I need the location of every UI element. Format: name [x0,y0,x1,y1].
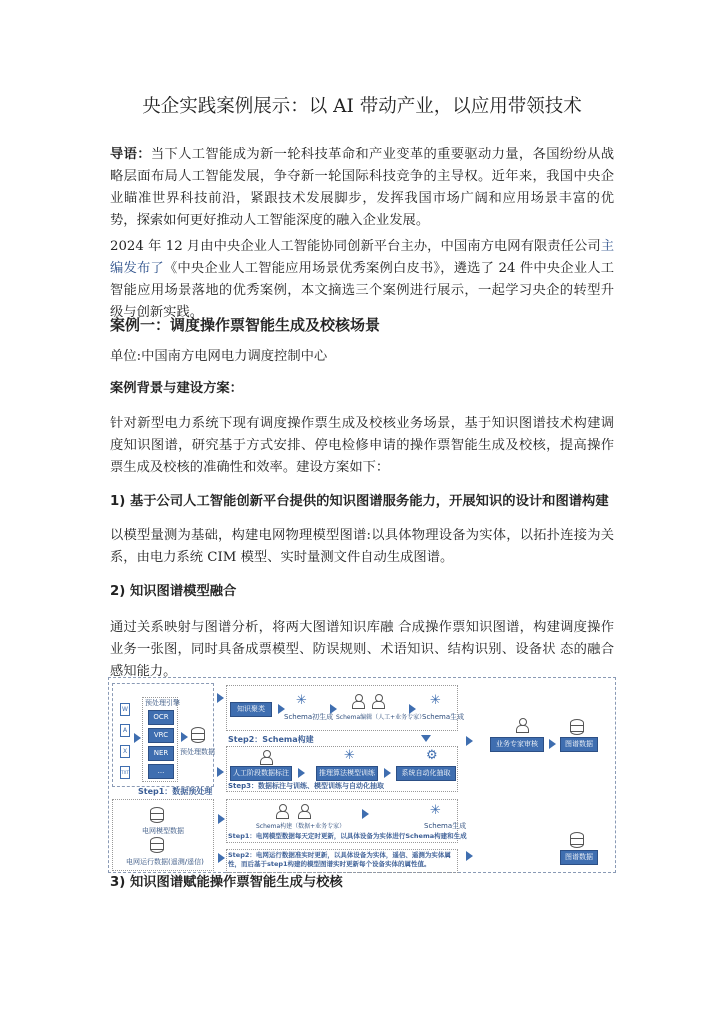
arrow-icon [466,736,473,746]
arrow-icon [218,814,225,824]
p2-link[interactable]: 主编发布了 [110,239,614,276]
lower-step1-label: Step1：电网模型数据每天定时更新，以具体设备为实体进行Schema构建和生成 [228,832,467,840]
staff-icon [516,718,528,732]
graph-data-box-2: 图谱数据 [560,850,598,865]
arrow-icon [549,739,556,749]
background-heading: 案例背景与建设方案： [110,381,243,396]
grid-model-data-label: 电网模型数据 [142,827,184,835]
arrow-icon [134,733,141,743]
page-title: 央企实践案例展示：以 AI 带动产业，以应用带领技术 [142,96,582,117]
case1-unit: 单位:中国南方电网电力调度控制中心 [110,349,328,364]
background-text: 针对新型电力系统下现有调度操作票生成及校核业务场景，基于知识图谱技术构建调度知识图谱，研究基于方式安排、停电检修申请的操作票智能生成及校核，提高操作票生成及校核的准确性和效率。建设方案如下： [110,416,614,475]
database-icon [150,837,164,853]
expert-icon [372,694,384,708]
database-icon [191,727,205,743]
schema-gen2-label: Schema生成 [424,822,467,830]
staff-icon [352,694,364,708]
expert-icon [298,804,310,818]
arrow-icon [217,693,224,703]
intro-paragraph [110,144,614,232]
step3-label: Step3：数据标注与训练、模型训练与自动化抽取 [228,782,385,790]
database-icon [150,807,164,823]
excel-file-icon: X [120,745,130,758]
step1-heading: 1) 基于公司人工智能创新平台提供的知识图谱服务能力，开展知识的设计和图谱构建 [110,494,609,509]
schema-edit-label: Schema编辑（人工+业务专家） [336,714,426,721]
staff-icon [260,750,272,764]
arrow-icon [217,767,224,777]
expert-review-box: 业务专家审核 [490,737,544,752]
schema-init-label: Schema初生成 [284,713,334,721]
graph-icon: ✳ [296,693,307,708]
step2-heading: 2) 知识图谱模型融合 [110,584,237,599]
ner-item: NER [148,746,174,761]
database-icon [570,832,584,848]
lead-text: 当下人工智能成为新一轮科技革命和产业变革的重要驱动力量，各国纷纷从战略层面布局人工智能发展，争夺新一轮国际科技竞争的主导权。近年来，我国中央企业瞄准世界科技前沿，紧跟技术发展脚步，发挥我国市场广阔和应用场景丰富的优势，探索如何更好推动人工智能深度的融入企业发展。 [110,147,615,228]
arrow-icon [466,851,473,861]
model-train-box: 推理算法模型训练 [316,766,378,781]
vrc-item: VRC [148,728,174,743]
preprocessed-data-label: 预处理数据 [180,748,215,756]
graph-icon: ✳ [430,693,441,708]
gear-icon: ⚙ [426,748,438,763]
graph-data-box: 图谱数据 [560,737,598,752]
arrow-icon [181,732,188,742]
arrow-icon [298,768,305,778]
case1-heading: 案例一：调度操作票智能生成及校核场景 [110,316,381,334]
intro-paragraph-2 [110,236,614,324]
word-file-icon: W [120,703,130,716]
knowledge-graph-diagram [108,677,616,875]
more-item: ... [148,764,174,779]
step2-text: 通过关系映射与图谱分析，将两大图谱知识库融 合成操作票知识图谱，构建调度操作业务一张图，同时具备成票模型、防误规则、术语知识、结构识别、设备状 态的融合感知能力。 [110,620,614,679]
step1-label: Step1：数据预处理 [138,787,213,796]
ocr-item: OCR [148,710,174,725]
arrow-icon [218,853,225,863]
staff-icon [276,804,288,818]
step1-text: 以模型量测为基础，构建电网物理模型图谱:以具体物理设备为实体，以拓扑连接为关系，由电力系统 CIM 模型、实时量测文件自动生成图谱。 [110,528,614,565]
arrow-icon [362,809,369,819]
pdf-file-icon: A [120,724,130,737]
p2-text-b: 《中央企业人工智能应用场景优秀案例白皮书》，遴选了 24 件中央企业人工智能应用场景落地的优秀案例，本文摘选三个案例进行展示，一起学习央企的转型升级与创新实践。 [110,261,614,320]
arrow-down-icon [421,735,431,742]
auto-extract-box: 系统自动化抽取 [396,766,456,781]
txt-file-icon: TXT [120,766,130,779]
step3-heading: 3) 知识图谱赋能操作票智能生成与校核 [110,875,343,890]
schema-build-label: Schema构建（数据+业务专家） [256,823,346,830]
grid-run-data-label: 电网运行数据(遥测/遥信) [126,858,204,866]
graph-icon: ✳ [344,748,355,763]
arrow-icon [409,704,416,714]
step2-label: Step2：Schema构建 [228,735,314,744]
lower-step2-label: Step2：电网运行数据准实时更新，以具体设备为实体，遥信、遥测为实体属性，而后基于step1构建的模型图谱实时更新每个设备实体的属性值。 [228,851,451,868]
engine-label: 预处理引擎 [145,699,180,707]
graph-icon: ✳ [430,803,441,818]
lead-label: 导语： [110,147,151,162]
schema-gen-label: Schema生成 [422,713,465,721]
arrow-icon [384,768,391,778]
knowledge-cluster-box: 知识聚类 [230,702,272,717]
manual-label-box: 人工阶段数据标注 [230,766,292,781]
p2-text-a: 2024 年 12 月由中央企业人工智能协同创新平台主办，中国南方电网有限责任公司 [110,239,601,254]
database-icon [570,719,584,735]
